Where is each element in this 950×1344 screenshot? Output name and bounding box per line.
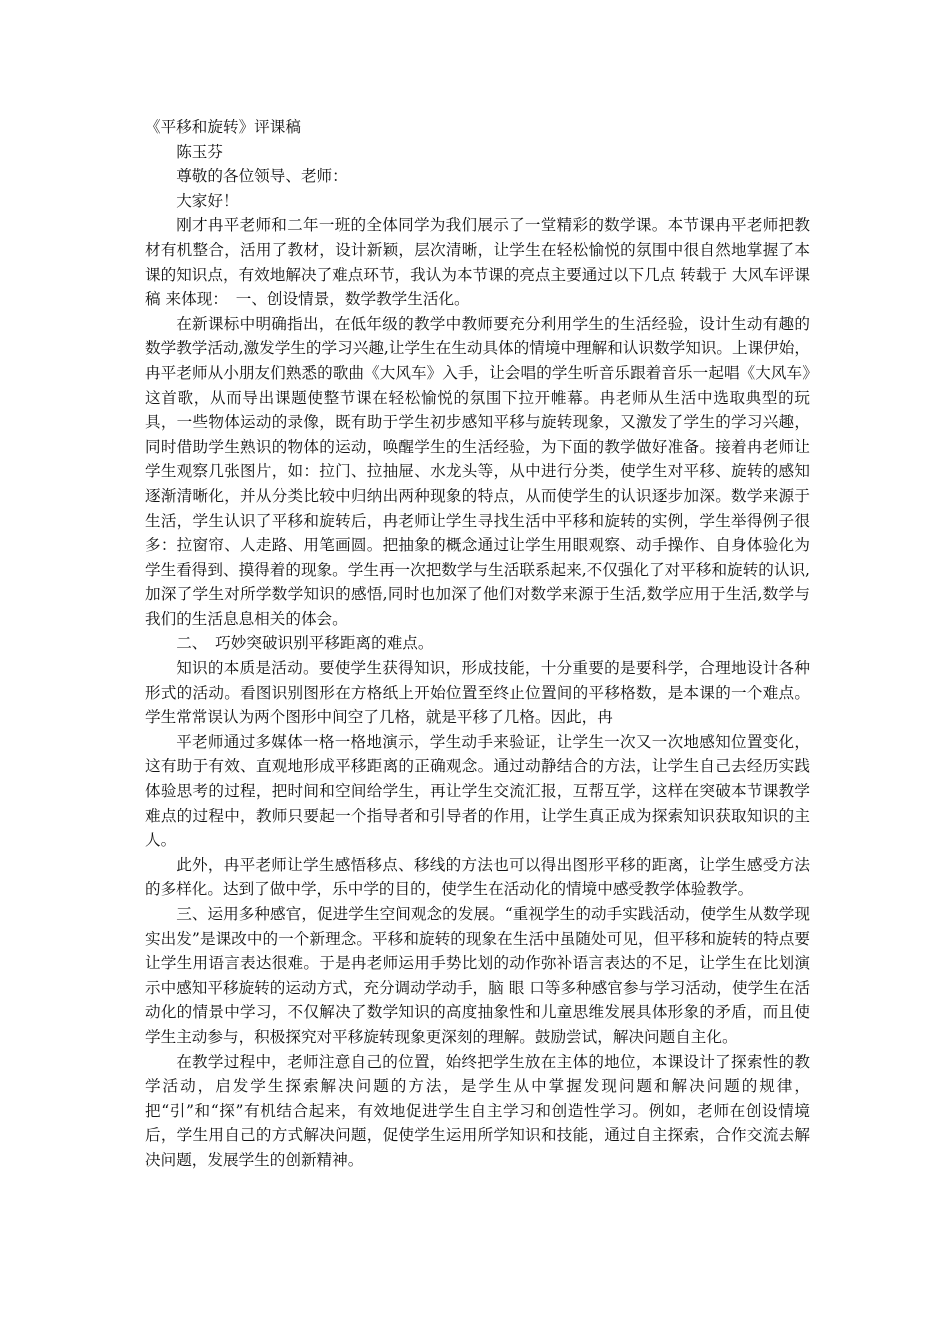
greeting: 大家好！ (176, 191, 239, 210)
paragraph-section-one: 在新课标中明确指出，在低年级的教学中教师要充分利用学生的生活经验，设计生动有趣的数学教学活动,激发学生的学习兴趣,让学生在生动具体的情境中理解和认识数学知识。上课伊始，冉平老师从小朋友们熟悉的歌曲《大风车》入手，让会唱的学生听音乐跟着音乐一起唱《大风车》这首歌，从而导出课题使整节课在轻松愉悦的氛围下拉开帷幕。冉老师从生活中选取典型的玩具，一些物体运动的录像，既有助于学生初步感知平移与旋转现象，又激发了学生的学习兴趣，同时借助学生熟识的物体的运动，唤醒学生的生活经验，为下面的教学做好准备。接着冉老师让学生观察几张图片，如：拉门、拉抽屉、水龙头等，从中进行分类，使学生对平移、旋转的感知逐渐清晰化，并从分类比较中归纳出两种现象的特点，从而使学生的认识逐步加深。数学来源于生活，学生认识了平移和旋转后，冉老师让学生寻找生活中平移和旋转的实例，学生举得例子很多：拉窗帘、人走路、用笔画圆。把抽象的概念通过让学生用眼观察、动手操作、自身体验化为学生看得到、摸得着的现象。学生再一次把数学与生活联系起来,不仅强化了对平移和旋转的认识,加深了学生对所学数学知识的感悟,同时也加深了他们对数学来源于生活,数学应用于生活,数学与我们的生活息息相关的体会。 (145, 314, 810, 628)
paragraph-section-two-b: 平老师通过多媒体一格一格地演示，学生动手来验证，让学生一次又一次地感知位置变化，这有助于有效、直观地形成平移距离的正确观念。通过动静结合的方法，让学生自己去经历实践体验思考的过程，把时间和空间给学生，再让学生交流汇报，互帮互学，这样在突破本节课教学难点的过程中，教师只要起一个指导者和引导者的作用，让学生真正成为探索知识获取知识的主人。 (145, 732, 810, 850)
document-body (145, 115, 810, 1173)
author-name: 陈玉芬 (176, 142, 223, 161)
paragraph-section-two-a: 知识的本质是活动。要使学生获得知识，形成技能，十分重要的是要科学，合理地设计各种形式的活动。看图识别图形在方格纸上开始位置至终止位置间的平移格数，是本课的一个难点。学生常常误认为两个图形中间空了几格，就是平移了几格。因此，冉 (145, 659, 810, 727)
document-title: 《平移和旋转》评课稿 (145, 118, 301, 136)
salutation: 尊敬的各位领导、老师： (176, 167, 348, 186)
paragraph-intro: 刚才冉平老师和二年一班的全体同学为我们展示了一堂精彩的数学课。本节课冉平老师把教材有机整合，活用了教材，设计新颖，层次清晰，让学生在轻松愉悦的氛围中很自然地掌握了本课的知识点，有效地解决了难点环节，我认为本节课的亮点主要通过以下几点 转载于 大风车评课稿 来体现： 一、创设情景，数学教学生活化。 (145, 216, 810, 309)
paragraph-section-two-c: 此外，冉平老师让学生感悟移点、移线的方法也可以得出图形平移的距离，让学生感受方法的多样化。达到了做中学，乐中学的目的，使学生在活动化的情境中感受教学体验教学。 (145, 855, 810, 899)
paragraph-conclusion: 在教学过程中，老师注意自己的位置，始终把学生放在主体的地位，本课设计了探索性的教学活动，启发学生探索解决问题的方法，是学生从中掌握发现问题和解决问题的规律，把“引”和“探”有机结合起来，有效地促进学生自主学习和创造性学习。例如，老师在创设情境后，学生用自己的方式解决问题，促使学生运用所学知识和技能，通过自主探索，合作交流去解决问题，发展学生的创新精神。 (145, 1052, 810, 1169)
paragraph-section-three: 三、运用多种感官，促进学生空间观念的发展。“重视学生的动手实践活动，使学生从数学现实出发”是课改中的一个新理念。平移和旋转的现象在生活中虽随处可见，但平移和旋转的特点要让学生用语言表达很难。于是冉老师运用手势比划的动作弥补语言表达的不足，让学生在比划演示中感知平移旋转的运动方式，充分调动学动手，脑 眼 口等多种感官参与学习活动，使学生在活动化的情景中学习，不仅解决了数学知识的高度抽象性和儿童思维发展具体形象的矛盾，而且使学生主动参与，积极探究对平移旋转现象更深刻的理解。鼓励尝试，解决问题自主化。 (145, 905, 810, 1046)
section-two-heading: 二、 巧妙突破识别平移距离的难点。 (176, 634, 434, 653)
